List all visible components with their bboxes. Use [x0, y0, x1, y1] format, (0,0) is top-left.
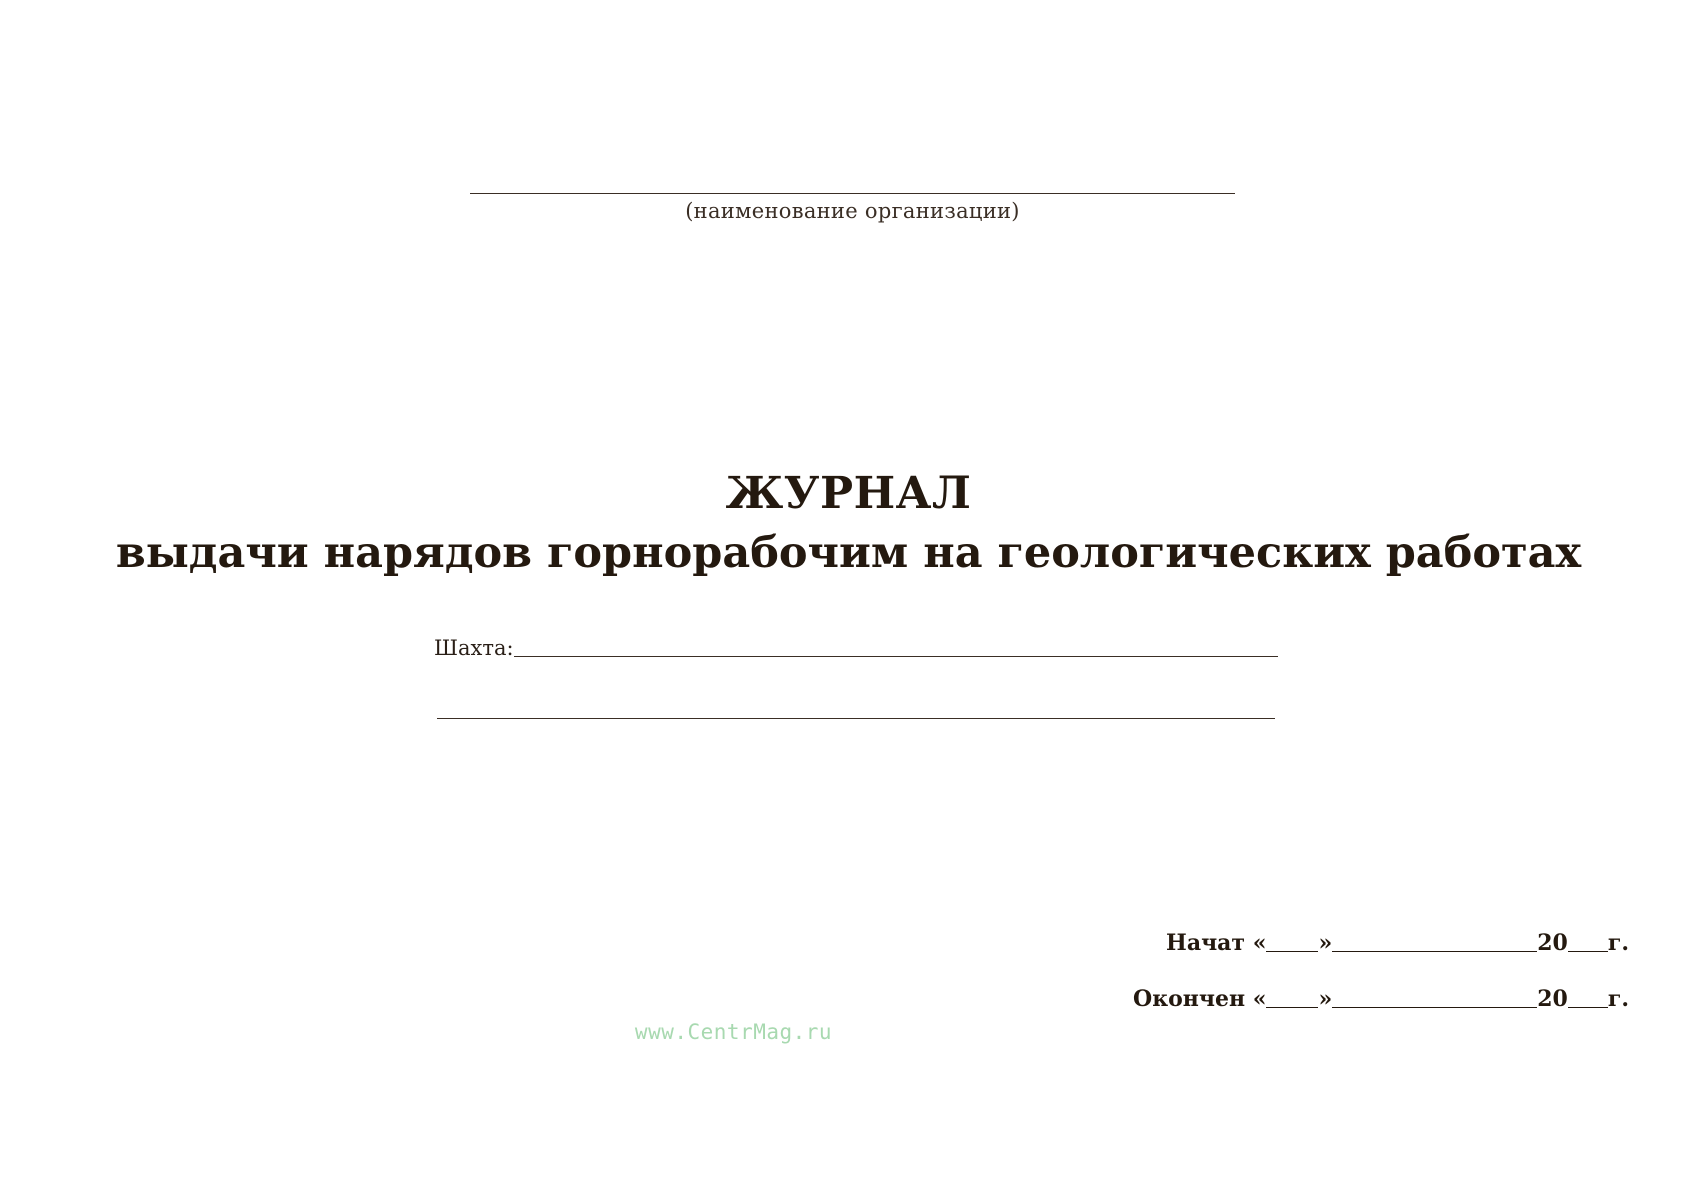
- started-date-row: [1166, 930, 1629, 956]
- started-year-blank: [1568, 950, 1608, 952]
- ended-year-blank: [1568, 1006, 1608, 1008]
- organization-name-line: [470, 193, 1235, 194]
- started-day-blank: [1266, 950, 1318, 952]
- watermark: [0, 1020, 1697, 1044]
- started-quote-close: »: [1318, 930, 1333, 956]
- journal-subtitle: выдачи нарядов горнорабочим на геологических работах: [115, 528, 1582, 578]
- ended-label: Окончен «: [1133, 986, 1267, 1012]
- ended-year-suffix: г.: [1607, 986, 1629, 1012]
- watermark-text: www.CentrMag.ru: [634, 1020, 833, 1044]
- ended-day-blank: [1266, 1006, 1318, 1008]
- ended-month-blank: [1332, 1006, 1537, 1008]
- mine-fill-line: [514, 655, 1278, 657]
- mine-second-line: [437, 718, 1275, 719]
- journal-title: ЖУРНАЛ: [725, 468, 972, 519]
- started-year-prefix: 20: [1537, 930, 1568, 956]
- started-label: Начат «: [1166, 930, 1267, 956]
- ended-quote-close: »: [1318, 986, 1333, 1012]
- mine-label: Шахта:: [434, 636, 514, 660]
- ended-date-row: [1133, 986, 1629, 1012]
- organization-name-caption: (наименование организации): [685, 199, 1020, 223]
- started-year-suffix: г.: [1607, 930, 1629, 956]
- started-month-blank: [1332, 950, 1537, 952]
- ended-year-prefix: 20: [1537, 986, 1568, 1012]
- mine-field: [434, 636, 1278, 660]
